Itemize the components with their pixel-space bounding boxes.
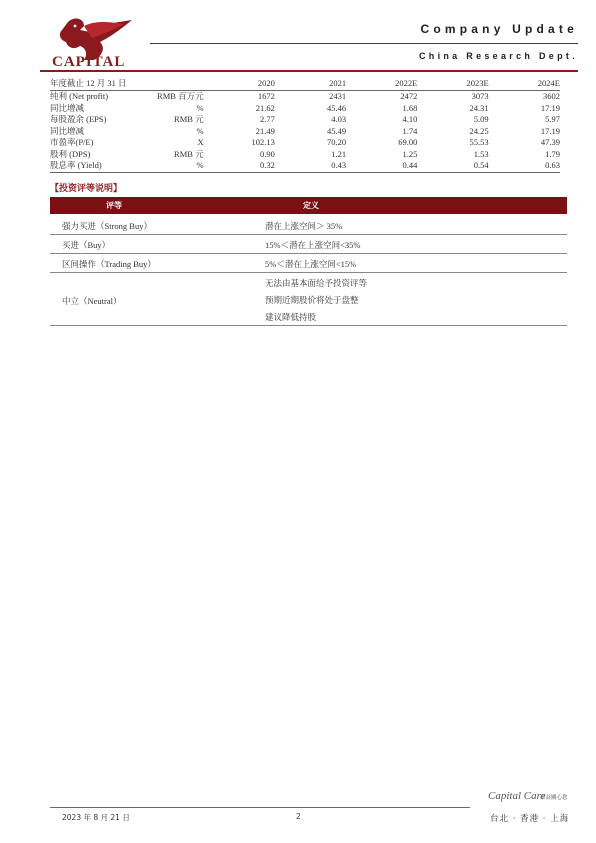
row-label: 市盈率(P/E)	[50, 137, 94, 147]
brand-wordmark: CAPITAL	[52, 54, 126, 70]
header-unit	[148, 77, 203, 91]
header-year: 2023E	[417, 77, 488, 91]
table-row	[50, 160, 560, 172]
table-header-row	[50, 77, 560, 91]
table-cell: 55.53	[469, 137, 489, 147]
table-cell: 45.46	[326, 102, 347, 113]
table-cell: 24.25	[469, 125, 489, 136]
rating-definition-line: 预期近期股价将处于盘整	[265, 295, 359, 305]
definition-column-header: 定义	[303, 201, 319, 210]
table-cell: 17.19	[540, 125, 560, 136]
row-label: 纯利 (Net profit)	[50, 91, 109, 101]
row-label: 股利 (DPS)	[50, 148, 91, 159]
office-cities: 台北 · 香港 · 上海	[490, 814, 570, 824]
rating-definition: 5%＜潜在上涨空间<15%	[265, 259, 357, 269]
table-cell: 2431	[329, 91, 347, 101]
table-cell: 0.63	[489, 160, 560, 172]
table-cell: 17.19	[540, 102, 560, 113]
table-cell: 1.79	[545, 148, 560, 159]
table-cell: 21.62	[255, 102, 275, 113]
table-cell: 47.39	[540, 137, 560, 147]
table-cell: 45.49	[326, 125, 347, 136]
rating-row	[50, 253, 567, 273]
header-year: 2024E	[489, 77, 560, 91]
report-date: 2023 年 8 月 21 日	[62, 813, 130, 822]
department-subtitle: China Research Dept.	[418, 51, 578, 61]
header-label: 年度截止 12 月 31 日	[50, 77, 148, 91]
table-cell: 4.03	[331, 114, 347, 124]
row-unit: RMB 百万元	[157, 91, 204, 101]
table-cell: 3602	[543, 91, 560, 101]
table-cell: 1.74	[402, 125, 418, 136]
header-year: 2022E	[346, 77, 417, 91]
row-label: 同比增减	[50, 125, 85, 136]
row-unit: %	[148, 160, 203, 172]
table-cell: 0.44	[346, 160, 417, 172]
rating-section-heading: 【投资评等说明】	[50, 184, 123, 194]
rating-row	[50, 234, 567, 254]
header-year: 2021	[275, 77, 346, 91]
table-cell: 1672	[257, 91, 275, 101]
footer-divider	[50, 807, 470, 808]
row-unit: %	[196, 125, 204, 136]
table-cell: 0.90	[259, 148, 275, 159]
rating-row	[50, 215, 567, 235]
row-label: 每股盈余 (EPS)	[50, 114, 107, 124]
rating-name: 中立（Neutral）	[62, 296, 122, 306]
capital-care-tagline: 群益關心您	[540, 795, 568, 801]
rating-definition-line: 无法由基本面给予投资评等	[265, 278, 368, 288]
table-cell: 102.13	[251, 137, 275, 147]
table-cell: 1.21	[331, 148, 347, 159]
rating-table-header	[50, 197, 567, 214]
table-cell: 21.49	[255, 125, 275, 136]
table-row	[50, 103, 560, 115]
table-cell: 5.09	[473, 114, 489, 124]
table-row	[50, 137, 560, 149]
rating-definition: 潜在上涨空间＞ 35%	[265, 221, 343, 231]
financial-summary-table	[50, 77, 560, 173]
rating-row-neutral	[50, 273, 567, 326]
table-cell: 24.31	[469, 102, 489, 113]
rating-column-header: 评等	[106, 201, 122, 210]
table-cell: 0.43	[275, 160, 346, 172]
header-year: 2020	[204, 77, 275, 91]
rating-definition-line: 建议降低持股	[265, 312, 317, 322]
row-label: 股息率 (Yield)	[50, 160, 148, 172]
table-cell: 5.97	[545, 114, 560, 124]
row-unit: RMB 元	[174, 114, 204, 124]
table-row	[50, 149, 560, 161]
header-divider	[150, 43, 578, 44]
table-cell: 2.77	[259, 114, 275, 124]
report-type-title: Company Update	[420, 22, 578, 36]
table-cell: 70.20	[326, 137, 347, 147]
table-cell: 0.32	[204, 160, 275, 172]
rating-name: 强力买进（Strong Buy）	[62, 221, 152, 231]
table-cell: 2472	[400, 91, 418, 101]
table-cell: 1.53	[473, 148, 489, 159]
table-row	[50, 126, 560, 138]
row-label: 同比增减	[50, 102, 85, 113]
table-cell: 4.10	[402, 114, 418, 124]
table-cell: 0.54	[417, 160, 488, 172]
table-row	[50, 91, 560, 103]
table-cell: 1.68	[402, 102, 418, 113]
rating-name: 区间操作（Trading Buy）	[62, 259, 156, 269]
row-unit: %	[196, 102, 204, 113]
header-underline	[40, 70, 578, 72]
table-cell: 69.00	[398, 137, 418, 147]
row-unit: RMB 元	[174, 148, 204, 159]
table-cell: 1.25	[402, 148, 418, 159]
rating-name: 买进（Buy）	[62, 240, 111, 250]
page-number: 2	[296, 812, 301, 821]
row-unit: X	[197, 137, 204, 147]
rating-definition: 15%＜潜在上涨空间<35%	[265, 240, 361, 250]
table-cell: 3073	[471, 91, 489, 101]
table-row	[50, 114, 560, 126]
capital-care-logo: Capital Care	[488, 790, 546, 802]
